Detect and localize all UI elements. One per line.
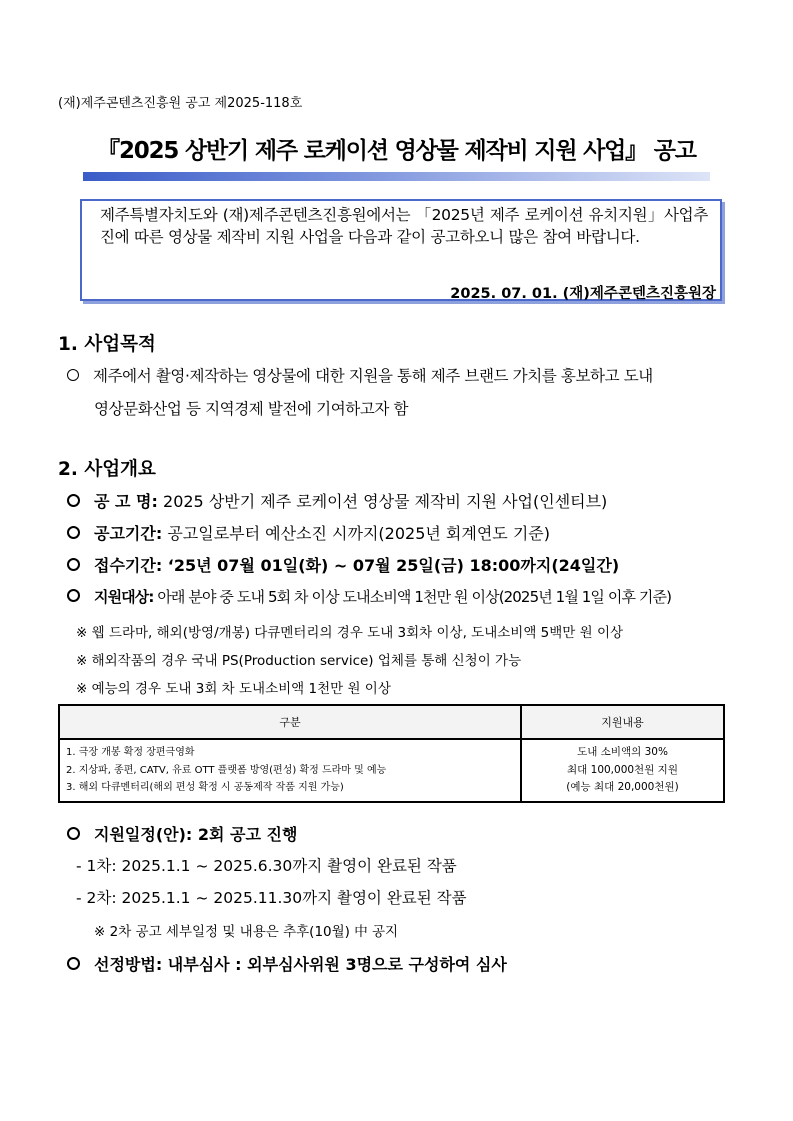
table-header-row — [59, 705, 724, 739]
item-label: 접수기간: — [94, 556, 163, 575]
hollow-circle-bullet-icon — [67, 589, 80, 602]
item-label: 공 고 명: — [94, 492, 158, 511]
item-value: 아래 분야 중 도내 5회 차 이상 도내소비액 1천만 원 이상(2025년 1월 1일 이후 기준) — [153, 588, 672, 606]
category-3: 3. 해외 다큐멘터리(해외 편성 확정 시 공동제작 작품 지원 가능) — [66, 782, 344, 793]
intro-signature: 2025. 07. 01. (재)제주콘텐츠진흥원장 — [450, 286, 716, 302]
target-note-3: ※ 예능의 경우 도내 3회 차 도내소비액 1천만 원 이상 — [76, 681, 391, 697]
title-underline-bar — [83, 172, 710, 181]
item-value: 2025 상반기 제주 로케이션 영상물 제작비 지원 사업(인센티브) — [157, 492, 608, 511]
support-2: 최대 100,000천원 지원 — [567, 763, 678, 776]
item-value: 공고일로부터 예산소진 시까지(2025년 회계연도 기준) — [162, 524, 550, 543]
page-title: 『2025 상반기 제주 로케이션 영상물 제작비 지원 사업』 공고 — [97, 138, 696, 164]
schedule-heading — [67, 822, 297, 845]
intro-text: 제주특별자치도와 (재)제주콘텐츠진흥원에서는 「2025년 제주 로케이션 유치지원」사업추진에 따른 영상물 제작비 지원 사업을 다음과 같이 공고하오니 많은 참여 바랍니다. — [100, 206, 708, 246]
section-1-heading: 1. 사업목적 — [58, 334, 156, 355]
support-1: 도내 소비액의 30% — [577, 746, 668, 758]
support-3: (예능 최대 20,000천원) — [566, 781, 679, 793]
hollow-circle-bullet-icon — [67, 494, 80, 507]
hollow-circle-bullet-icon — [67, 369, 79, 381]
hollow-circle-bullet-icon — [67, 827, 80, 840]
purpose-line-1: 제주에서 촬영·제작하는 영상물에 대한 지원을 통해 제주 브랜드 가치를 홍보하고 도내 — [93, 367, 653, 385]
table-cell-categories — [59, 739, 521, 802]
target-note-2: ※ 해외작품의 경우 국내 PS(Production service) 업체를 통해 신청이 가능 — [76, 653, 522, 669]
overview-item-reception — [67, 553, 619, 576]
support-table — [58, 704, 725, 803]
item-label: 지원대상: — [94, 588, 154, 606]
intro-box — [80, 199, 722, 301]
category-2: 2. 지상파, 종편, CATV, 유료 OTT 플랫폼 방영(편성) 확정 드라마 및 예능 — [66, 764, 387, 776]
table-cell-support — [521, 739, 724, 802]
schedule-round-1: - 1차: 2025.1.1 ~ 2025.6.30까지 촬영이 완료된 작품 — [76, 857, 457, 875]
notice-number: (재)제주콘텐츠진흥원 공고 제2025-118호 — [58, 96, 303, 111]
purpose-line-2: 영상문화산업 등 지역경제 발전에 기여하고자 함 — [94, 400, 409, 418]
hollow-circle-bullet-icon — [67, 558, 80, 571]
hollow-circle-bullet-icon — [67, 526, 80, 539]
table-row — [59, 739, 724, 802]
overview-item-name — [67, 489, 607, 512]
overview-item-target — [67, 586, 671, 607]
hollow-circle-bullet-icon — [67, 957, 80, 970]
selection-method — [67, 952, 507, 975]
section-2-heading: 2. 사업개요 — [58, 459, 156, 480]
schedule-note: ※ 2차 공고 세부일정 및 내용은 추후(10월) 中 공지 — [94, 924, 399, 940]
schedule-round-2: - 2차: 2025.1.1 ~ 2025.11.30까지 촬영이 완료된 작품 — [76, 889, 467, 907]
section-1-purpose — [67, 360, 653, 393]
item-value: ‘25년 07월 01일(화) ~ 07월 25일(금) 18:00까지(24일간) — [162, 556, 620, 575]
target-note-1: ※ 웹 드라마, 해외(방영/개봉) 다큐멘터리의 경우 도내 3회차 이상, 도내소비액 5백만 원 이상 — [76, 625, 624, 641]
schedule-heading-text: 지원일정(안): 2회 공고 진행 — [94, 825, 298, 844]
item-label: 공고기간: — [94, 524, 163, 543]
table-header-category: 구분 — [59, 705, 521, 739]
category-1: 1. 극장 개봉 확정 장편극영화 — [66, 747, 195, 758]
table-header-support: 지원내용 — [521, 705, 724, 739]
selection-text: 선정방법: 내부심사 : 외부심사위원 3명으로 구성하여 심사 — [94, 955, 507, 974]
overview-item-period — [67, 521, 550, 544]
